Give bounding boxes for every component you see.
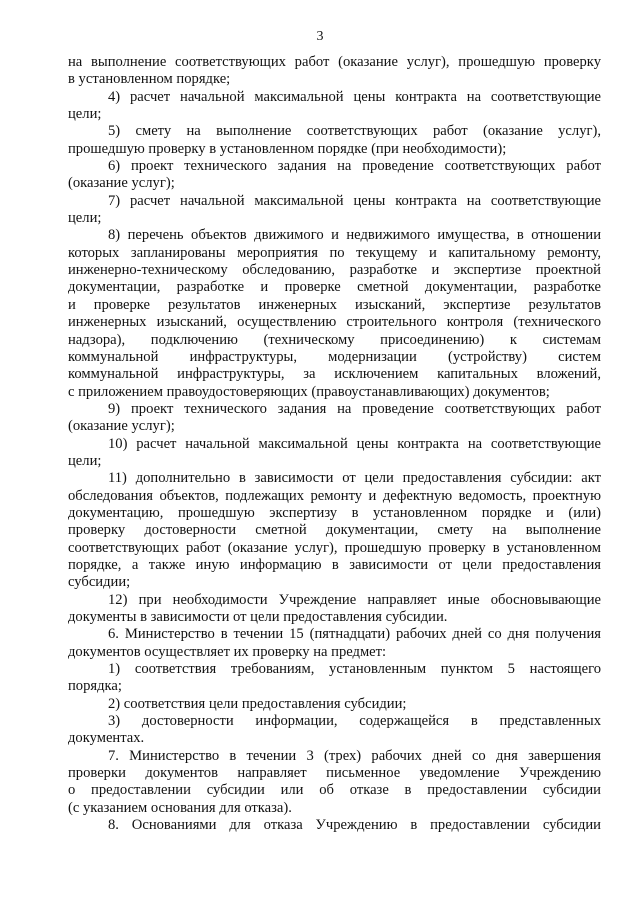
text-line: документы в зависимости от цели предоставления субсидии. bbox=[68, 609, 448, 625]
text-line: 8) перечень объектов движимого и недвижимого имущества, в отношении bbox=[108, 227, 601, 244]
text-line: на выполнение соответствующих работ (оказание услуг), прошедшую проверку bbox=[68, 54, 601, 70]
text-line: 3) достоверности информации, содержащейся в представленных bbox=[108, 713, 601, 730]
text-line: 4) расчет начальной максимальной цены контракта на соответствующие bbox=[108, 88, 601, 105]
text-line: 1) соответствия требованиям, установленным пунктом 5 настоящего bbox=[108, 661, 601, 678]
text-line: 8. Основаниями для отказа Учреждению в предоставлении субсидии bbox=[108, 817, 601, 834]
text-line: документацию, прошедшую экспертизу в установленном порядке и (или) bbox=[68, 504, 601, 521]
text-line: о предоставлении субсидии или об отказе в предоставлении субсидии bbox=[68, 782, 601, 799]
text-line: коммунальной инфраструктуры, модернизации (устройству) систем bbox=[68, 348, 601, 365]
document-body bbox=[68, 54, 601, 834]
text-line: документах. bbox=[68, 730, 145, 747]
text-line: надзора), подключению (техническому присоединению) к системам bbox=[68, 331, 601, 348]
text-line: цели; bbox=[68, 210, 102, 227]
text-line: 5) смету на выполнение соответствующих работ (оказание услуг), bbox=[108, 123, 601, 140]
text-line: 6) проект технического задания на проведение соответствующих работ bbox=[108, 158, 601, 175]
text-line: соответствующих работ (оказание услуг), прошедшую проверку в установленном bbox=[68, 539, 601, 556]
text-line: (оказание услуг); bbox=[68, 175, 175, 192]
text-line: проверки документов направляет письменное уведомление Учреждению bbox=[68, 765, 601, 782]
text-line: 9) проект технического задания на проведение соответствующих работ bbox=[108, 400, 601, 417]
text-line: 6. Министерство в течении 15 (пятнадцати) рабочих дней со дня получения bbox=[108, 626, 601, 643]
text-line: документов осуществляет их проверку на предмет: bbox=[68, 643, 387, 660]
text-line: проверку достоверности сметной документации, смету на выполнение bbox=[68, 522, 601, 539]
page-number: 3 bbox=[316, 29, 324, 44]
text-line: (с указанием основания для отказа). bbox=[68, 799, 292, 816]
text-line: 10) расчет начальной максимальной цены контракта на соответствующие bbox=[108, 435, 601, 452]
text-line: прошедшую проверку в установленном порядке (при необходимости); bbox=[68, 140, 507, 157]
text-line: с приложением правоудостоверяющих (правоустанавливающих) документов; bbox=[68, 383, 550, 400]
text-line: 12) при необходимости Учреждение направляет иные обосновывающие bbox=[108, 591, 601, 608]
text-line: инженерно-техническому обследованию, разработке и экспертизе проектной bbox=[68, 262, 601, 279]
text-line: цели; bbox=[68, 452, 102, 469]
text-line: инженерных изысканий, осуществлению строительного контроля (технического bbox=[68, 314, 601, 331]
text-line: и проверке результатов инженерных изысканий, экспертизе результатов bbox=[68, 296, 601, 313]
text-line: коммунальной инфраструктуры, за исключением капитальных вложений, bbox=[68, 366, 601, 383]
text-line: 7) расчет начальной максимальной цены контракта на соответствующие bbox=[108, 192, 601, 209]
text-line: документации, разработке и проверке сметной документации, разработке bbox=[68, 279, 601, 296]
text-line: в установленном порядке; bbox=[68, 71, 231, 88]
text-line: порядке, а также иную информацию в зависимости от цели предоставления bbox=[68, 556, 601, 573]
text-line: обследования объектов, подлежащих ремонту и дефектную ведомость, проектную bbox=[68, 487, 601, 504]
text-line: субсидии; bbox=[68, 574, 131, 591]
text-line: 2) соответствия цели предоставления субсидии; bbox=[108, 695, 407, 712]
text-line: цели; bbox=[68, 106, 102, 123]
text-line: которых запланированы мероприятия по текущему и капитальному ремонту, bbox=[68, 244, 601, 261]
text-line: порядка; bbox=[68, 678, 122, 695]
text-line: 7. Министерство в течении 3 (трех) рабочих дней со дня завершения bbox=[108, 747, 601, 764]
text-line: 11) дополнительно в зависимости от цели предоставления субсидии: акт bbox=[108, 470, 601, 487]
text-line: (оказание услуг); bbox=[68, 418, 175, 435]
